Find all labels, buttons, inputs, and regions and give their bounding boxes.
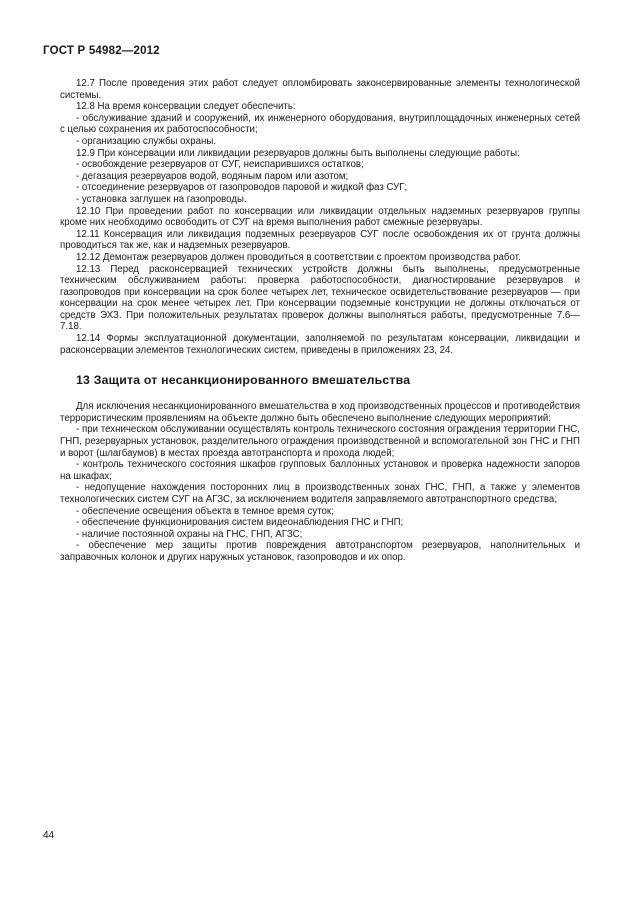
list-item: - отсоединение резервуаров от газопроводов паровой и жидкой фаз СУГ; <box>76 182 408 194</box>
list-item: - контроль технического состояния шкафов групповых баллонных установок и проверка надежности запоров на шкафах; <box>60 459 580 482</box>
list-item: - установка заглушек на газопроводы. <box>76 193 247 205</box>
list-item: - освобождение резервуаров от СУГ, неиспарившихся остатков; <box>76 159 364 171</box>
list-item: - обеспечение функционирования систем видеонаблюдения ГНС и ГНП; <box>76 517 404 529</box>
paragraph-12-11: 12.11 Консервация или ликвидация подземных резервуаров СУГ после освобождения их от грунта должны проводиться так же, как и надземных резервуаров. <box>60 228 580 252</box>
paragraph-12-10: 12.10 При проведении работ по консервации или ликвидации отдельных надземных резервуаров группы кроме них необходимо освободить от СУГ на время выполнения работ смежные резервуары. <box>60 205 580 229</box>
paragraph-12-12: 12.12 Демонтаж резервуаров должен проводиться в соответствии с проектом производства работ. <box>76 251 521 263</box>
section-13-intro: Для исключения несанкционированного вмешательства в ход производственных процессов и противодействия террористическим проявлениям на объекте должно быть обеспечено выполнение следующих мероприятий: <box>60 401 580 424</box>
list-item: - обеспечение мер защиты против повреждения автотранспортом резервуаров, наполнительных и заправочных колонок и других наружных установок, газопроводов и их опор. <box>60 540 580 563</box>
list-item: - дегазация резервуаров водой, водяным паром или азотом; <box>76 170 349 182</box>
page-content <box>60 78 580 564</box>
list-item: - недопущение нахождения посторонних лиц в производственных зонах ГНС, ГНП, а также у элементов технологических систем СУГ на АГЗС, за исключением водителя заправляемого автотранспортного средства; <box>60 482 580 505</box>
list-item: - организацию службы охраны. <box>76 135 217 147</box>
paragraph-12-8: 12.8 На время консервации следует обеспечить: <box>76 101 296 113</box>
paragraph-12-13: 12.13 Перед расконсервацией технических устройств должны быть выполнены, предусмотренные техническим обслуживанием работы: проверка работоспособности, диагностирование резервуаров и газопроводов при консервации на срок более четырех лет, техническое освидетельствование резервуаров — при консервации на срок менее четырех лет. При консервации подземные конструкции не должны отключаться от средств ЭХЗ. При положительных результатах проверок должны выполняться работы, предусмотренные 7.6—7.18. <box>60 263 580 333</box>
paragraph-12-7: 12.7 После проведения этих работ следует опломбировать законсервированные элементы технологической системы. <box>60 78 580 101</box>
list-item: - обеспечение освещения объекта в темное время суток; <box>76 505 334 517</box>
paragraph-12-14: 12.14 Формы эксплуатационной документации, заполняемой по результатам консервации, ликвидации и расконсервации элементов технологических систем, приведены в приложениях 23, 24. <box>60 333 580 356</box>
paragraph-12-9: 12.9 При консервации или ликвидации резервуаров должны быть выполнены следующие работы: <box>76 147 520 159</box>
page-number: 44 <box>43 830 55 841</box>
list-item: - при техническом обслуживании осуществлять контроль технического состояния ограждения территории ГНС, ГНП, резервуарных установок, разделительного ограждения производственной и вспомогательной зон ГНС и ГНП и ворот (шлагбаумов) в местах проезда автотранспорта и прохода людей; <box>60 424 580 459</box>
list-item: - обслуживание зданий и сооружений, их инженерного оборудования, внутриплощадочных инженерных сетей с целью сохранения их работоспособности; <box>60 112 580 136</box>
list-item: - наличие постоянной охраны на ГНС, ГНП, АГЗС; <box>76 528 303 540</box>
document-header: ГОСТ Р 54982—2012 <box>43 45 160 57</box>
section-13-title: 13 Защита от несанкционированного вмешательства <box>76 373 411 388</box>
